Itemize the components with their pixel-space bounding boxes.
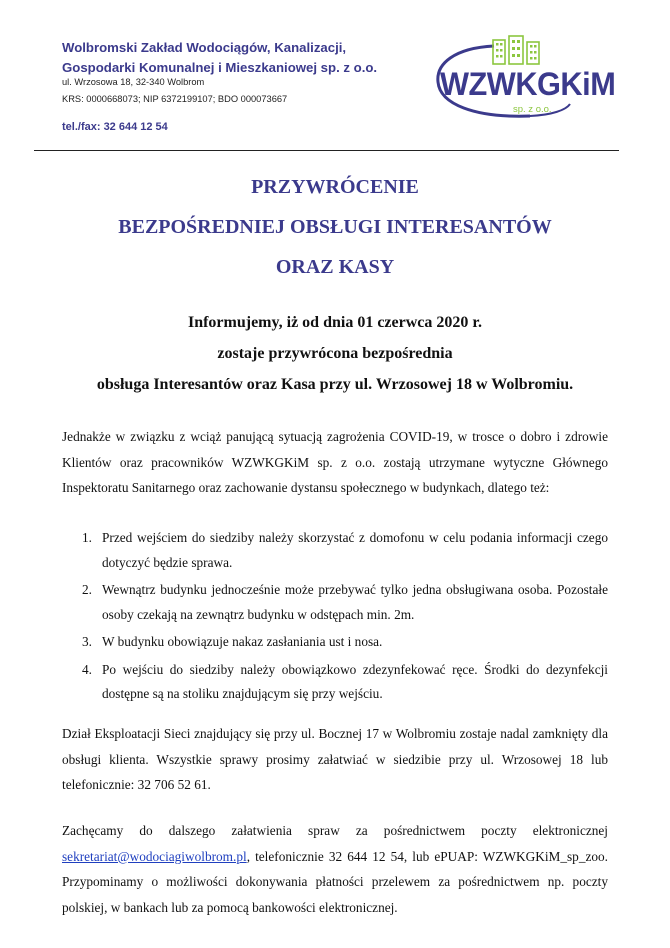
list-item-number: 4. [82, 661, 92, 677]
lead-line2: zostaje przywrócona bezpośrednia [217, 345, 453, 362]
list-item-text: Przed wejściem do siedziby należy skorzystać z domofonu w celu podania informacji czego dotyczyć będzie sprawa. [102, 530, 608, 570]
lead-line3: obsługa Interesantów oraz Kasa przy ul. Wrzosowej 18 w Wolbromiu. [96, 376, 574, 393]
body-paragraph-1: Jednakże w związku z wciąż panującą sytuacją zagrożenia COVID-19, w trosce o dobro i zdrowie Klientów oraz pracowników WZWKGKiM sp. z o.o. zostają utrzymane wytyczne Głównego Inspektoratu Sanitarnego oraz zachowanie dystansu społecznego w budynkach, dlatego też: [62, 429, 608, 495]
list-item-number: 1. [82, 530, 92, 545]
company-address: ul. Wrzosowa 18, 32-340 Wolbrom [62, 77, 205, 87]
company-name [62, 38, 377, 78]
company-name-line2: Gospodarki Komunalnej i Mieszkaniowej sp. z o.o. [62, 60, 378, 75]
list-item [62, 578, 608, 627]
body-paragraph-3 [62, 818, 608, 920]
logo-wordmark: WZWKGKiM [440, 66, 616, 102]
list-item-number: 3. [82, 634, 92, 649]
title-line3: ORAZ KASY [275, 256, 395, 278]
lead-line1: Informujemy, iż od dnia 01 czerwca 2020 r. [187, 314, 483, 331]
list-item-number: 2. [82, 582, 92, 597]
logo-subtitle: sp. z o.o. [513, 104, 552, 115]
list-item-text: Po wejściu do siedziby należy obowiązkowo zdezynfekować ręce. Środki do dezynfekcji dostępne są na stoliku znajdującym się przy wejściu. [102, 661, 608, 701]
list-item-text: W budynku obowiązuje nakaz zasłaniania ust i nosa. [102, 634, 383, 649]
header-divider [34, 150, 619, 151]
email-link[interactable]: sekretariat@wodociagiwolbrom.pl [62, 848, 247, 864]
paragraph-3-intro: Zachęcamy do dalszego załatwienia spraw za pośrednictwem poczty elektronicznej [62, 823, 608, 838]
list-item-text: Wewnątrz budynku jednocześnie może przebywać tylko jedna obsługiwana osoba. Pozostałe osoby czekają na zewnątrz budynku w odstępach min. 2m. [102, 582, 608, 622]
title-line2: BEZPOŚREDNIEJ OBSŁUGI INTERESANTÓW [118, 216, 552, 238]
company-name-line1: Wolbromski Zakład Wodociągów, Kanalizacji, [62, 40, 347, 55]
guidelines-list [62, 526, 608, 710]
company-logo [440, 34, 616, 122]
body-paragraph-2: Dział Eksploatacji Sieci znajdujący się przy ul. Bocznej 17 w Wolbromiu zostaje nadal zamknięty dla obsługi klienta. Wszystkie sprawy prosimy załatwiać w siedzibie przy ul. Wrzosowej 18 lub telefonicznie: 32 706 52 61. [62, 726, 608, 792]
list-item [62, 630, 608, 655]
company-registry: KRS: 0000668073; NIP 6372199107; BDO 000073667 [62, 94, 288, 104]
company-phone: tel./fax: 32 644 12 54 [62, 121, 168, 133]
list-item [62, 526, 608, 575]
list-item [62, 658, 608, 707]
title-line1: PRZYWRÓCENIE [251, 176, 419, 198]
logo-buildings-icon [491, 34, 543, 66]
paragraph-3-rest: , telefonicznie 32 644 12 54, lub ePUAP: WZWKGKiM_sp_zoo. Przypominamy o możliwości dokonywania płatności przelewem za pośrednictwem np. poczty polskiej, w bankach lub za pomocą bankowości elektronicznej. [62, 848, 608, 915]
